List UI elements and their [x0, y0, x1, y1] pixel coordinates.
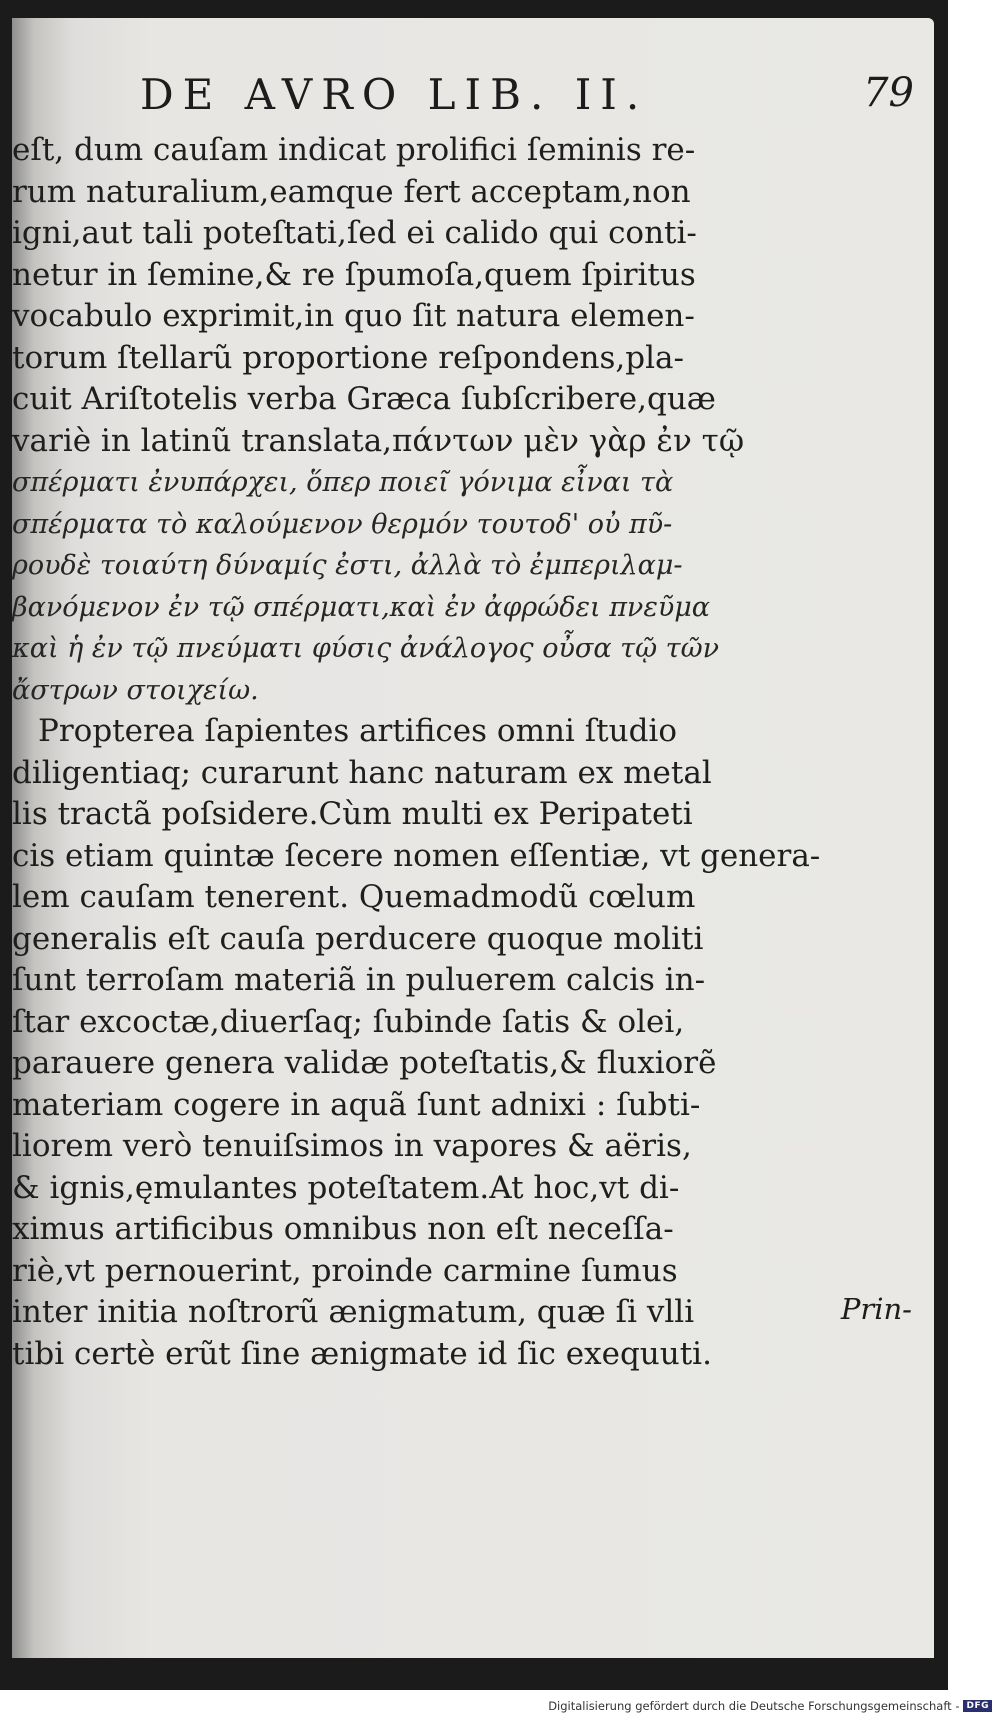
text-line: tibi certè erũt ſine ænigmate id ſic exequuti.	[12, 1335, 712, 1372]
greek-line: καὶ ἡ ἐν τῷ πνεύματι φύσις ἀνάλογος οὖσα τῷ τῶν	[12, 633, 720, 664]
running-head: DE AVRO LIB. II.	[140, 70, 649, 119]
text-line: lis tractã poſsidere.Cùm multi ex Peripateti	[12, 796, 693, 832]
text-line: vocabulo exprimit,in quo ſit natura elemen-	[12, 298, 695, 334]
paragraph-start-line: Propterea ſapientes artifices omni ſtudio	[38, 713, 678, 749]
text-line: generalis eſt cauſa perducere quoque moliti	[12, 920, 704, 957]
greek-line: ἄστρων στοιχείω.	[12, 674, 259, 706]
greek-line: ρουδὲ τοιαύτη δύναμίς ἐστι, ἀλλὰ τὸ ἐμπεριλαμ-	[12, 550, 683, 581]
text-line: igni,aut tali poteſtati,ſed ei calido qui conti-	[12, 215, 697, 251]
text-line: variè in latinũ translata,πάντων μὲν γὰρ ἐν τῷ	[12, 422, 745, 459]
text-line: cis etiam quintæ ſecere nomen eſſentiæ, vt genera-	[12, 837, 821, 874]
text-line: torum ſtellarũ proportione reſpondens,pla-	[12, 339, 684, 376]
text-line: ſtar excoctæ,diuerſaq; ſubinde ſatis & olei,	[12, 1003, 685, 1040]
page-header	[12, 70, 934, 130]
catchword: Prin-	[840, 1292, 912, 1326]
text-line: parauere genera validæ poteſtatis,& fluxiorẽ	[12, 1045, 717, 1081]
text-line: lem cauſam tenerent. Quemadmodũ cœlum	[12, 879, 696, 915]
text-line: diligentiaq; curarunt hanc naturam ex metal	[12, 754, 712, 791]
text-line: ſunt terroſam materiã in puluerem calcis in-	[12, 962, 706, 998]
text-line: liorem verò tenuiſsimos in vapores & aëris,	[12, 1128, 692, 1164]
text-line: inter initia noſtrorũ ænigmatum, quæ ſi vlli	[12, 1294, 695, 1330]
folio-number: 79	[863, 70, 914, 116]
digitization-credit	[548, 1699, 992, 1713]
text-line: materiam cogere in aquã ſunt adnixi : ſubti-	[12, 1086, 701, 1123]
greek-line: σπέρματι ἐνυπάρχει, ὅπερ ποιεῖ γόνιμα εἶναι τὰ	[12, 467, 674, 498]
text-line: rum naturalium,eamque fert acceptam,non	[12, 173, 691, 210]
text-line: & ignis,ęmulantes poteſtatem.At hoc,vt di-	[12, 1169, 680, 1206]
body-text	[12, 130, 927, 1375]
dfg-logo: DFG	[963, 1700, 992, 1712]
greek-line: βανόμενον ἐν τῷ σπέρματι,καὶ ἐν ἀφρώδει πνεῦμα	[12, 591, 711, 623]
greek-line: σπέρματα τὸ καλούμενον θερμόν τουτοδ' οὐ πῦ-	[12, 508, 673, 540]
text-line: ximus artificibus omnibus non eſt neceſſa-	[12, 1211, 674, 1247]
text-line: cuit Ariſtotelis verba Græca ſubſcribere,quæ	[12, 381, 716, 417]
text-line: eſt, dum cauſam indicat prolifici ſeminis re-	[12, 132, 696, 168]
book-page	[12, 18, 934, 1658]
text-line: riè,vt pernouerint, proinde carmine ſumus	[12, 1252, 678, 1289]
text-line: netur in ſemine,& re ſpumoſa,quem ſpiritus	[12, 256, 696, 293]
credit-text: Digitalisierung gefördert durch die Deutsche Forschungsgemeinschaft -	[548, 1699, 960, 1713]
